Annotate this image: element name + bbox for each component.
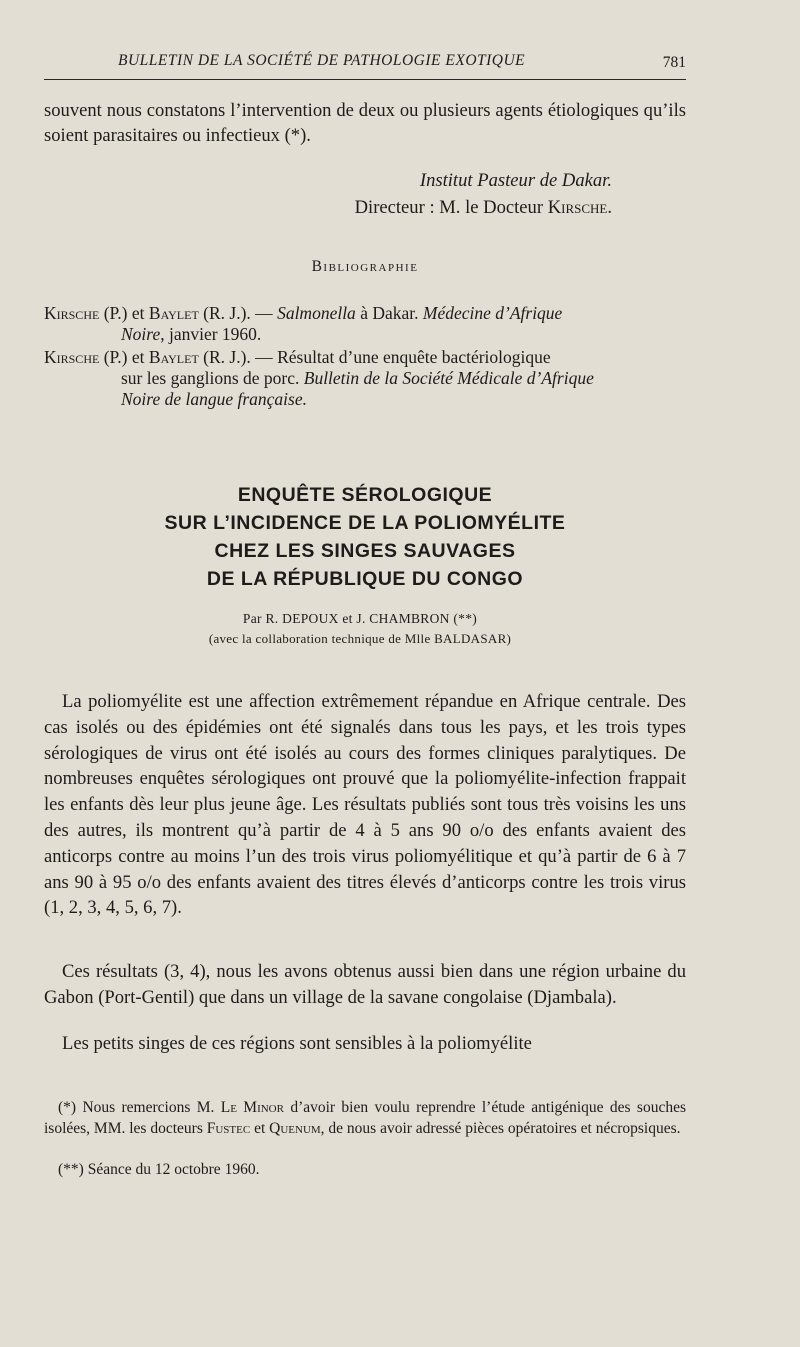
footnote-text: Nous remercions M. [82, 1099, 221, 1116]
ref-text: (P.) et [99, 303, 149, 323]
ref-text: , janvier 1960. [160, 324, 262, 344]
article-title-line: ENQUÊTE SÉROLOGIQUE [237, 484, 493, 506]
article-collaboration: (avec la collaboration technique de Mlle BALDASAR) [208, 631, 512, 646]
bibliography-heading: Bibliographie [311, 258, 419, 275]
ref-text: (R. J.). — [198, 303, 278, 323]
ref-source: Noire [121, 324, 161, 344]
ref-text: Résultat d’une enquête bactériologique [277, 347, 551, 367]
journal-title: BULLETIN DE LA SOCIÉTÉ DE PATHOLOGIE EXOTIQUE [118, 52, 526, 69]
body-paragraph: Ces résultats (3, 4), nous les avons obtenus aussi bien dans une région urbaine du Gabon (Port-Gentil) que dans un village de la savane congolaise (Djambala). [44, 961, 686, 1008]
institution-name: Institut Pasteur de Dakar. [419, 170, 612, 191]
body-paragraph: Les petits singes de ces régions sont sensibles à la poliomyélite [62, 1033, 532, 1054]
article-authors: Par R. DEPOUX et J. CHAMBRON (**) [242, 611, 478, 626]
ref-title: Salmonella [277, 303, 356, 323]
ref-source: Médecine d’Afrique [422, 303, 563, 323]
footnote-marker: (*) [58, 1099, 83, 1116]
article-title-line: DE LA RÉPUBLIQUE DU CONGO [206, 568, 524, 590]
intro-paragraph: souvent nous constatons l’intervention de deux ou plusieurs agents étiologiques qu’ils soient parasitaires ou infectieux (*). [44, 100, 686, 146]
ref-source: Bulletin de la Société Médicale d’Afrique [303, 368, 594, 388]
director-name: Kirsche. [547, 197, 612, 218]
institution-director [0, 197, 612, 219]
bibliography-entry [44, 347, 686, 410]
ref-continuation [44, 368, 686, 389]
footnote-text: et [250, 1120, 270, 1137]
ref-author: Baylet [148, 303, 199, 323]
article-title-line: CHEZ LES SINGES SAUVAGES [214, 540, 516, 562]
bibliography-entry [44, 303, 686, 345]
footnote-name: Fustec [206, 1120, 251, 1137]
ref-text: (P.) et [99, 347, 149, 367]
footnote [44, 1097, 686, 1139]
ref-author: Kirsche [44, 303, 100, 323]
ref-text: à Dakar. [355, 303, 423, 323]
ref-author: Kirsche [44, 347, 100, 367]
body-paragraph: La poliomyélite est une affection extrêmement répandue en Afrique centrale. Des cas isolés ou des épidémies ont été signalés dans tous les pays, et les trois types sérologiques de virus ont été isolés au cours des formes cliniques paralytiques. De nombreuses enquêtes sérologiques ont prouvé que la poliomyélite-infection frappait les enfants dès leur plus jeune âge. Les résultats publiés sont tous très voisins les uns des autres, ils montrent qu’à partir de 4 à 5 ans 90 o/o des enfants avaient des anticorps contre au moins l’un des trois virus poliomyélitique et qu’à partir de 6 à 7 ans 90 à 95 o/o des enfants avaient des titres élevés d’anticorps contre les trois virus (1, 2, 3, 4, 5, 6, 7). [44, 691, 686, 919]
footnote-name: Quenum [269, 1120, 321, 1137]
footnote-name: Le Minor [220, 1099, 284, 1116]
ref-text: (R. J.). — [198, 347, 278, 367]
footnote: (**) Séance du 12 octobre 1960. [58, 1161, 260, 1178]
ref-source: Noire de langue française. [121, 389, 307, 409]
header-rule [44, 79, 686, 80]
footnote-text: , de nous avoir adressé pièces opératoires et nécropsiques. [320, 1120, 681, 1137]
ref-author: Baylet [148, 347, 199, 367]
director-prefix: Directeur : M. le Docteur [354, 197, 548, 218]
page-number: 781 [662, 54, 686, 71]
ref-continuation [44, 389, 686, 410]
ref-continuation [44, 324, 686, 345]
article-title-line: SUR L’INCIDENCE DE LA POLIOMYÉLITE [164, 512, 566, 534]
footnote-text: d’avoir bien voulu reprendre l’étude antigénique des souches isolées, MM. les docteurs [44, 1099, 687, 1137]
ref-text: sur les ganglions de porc. [121, 368, 304, 388]
